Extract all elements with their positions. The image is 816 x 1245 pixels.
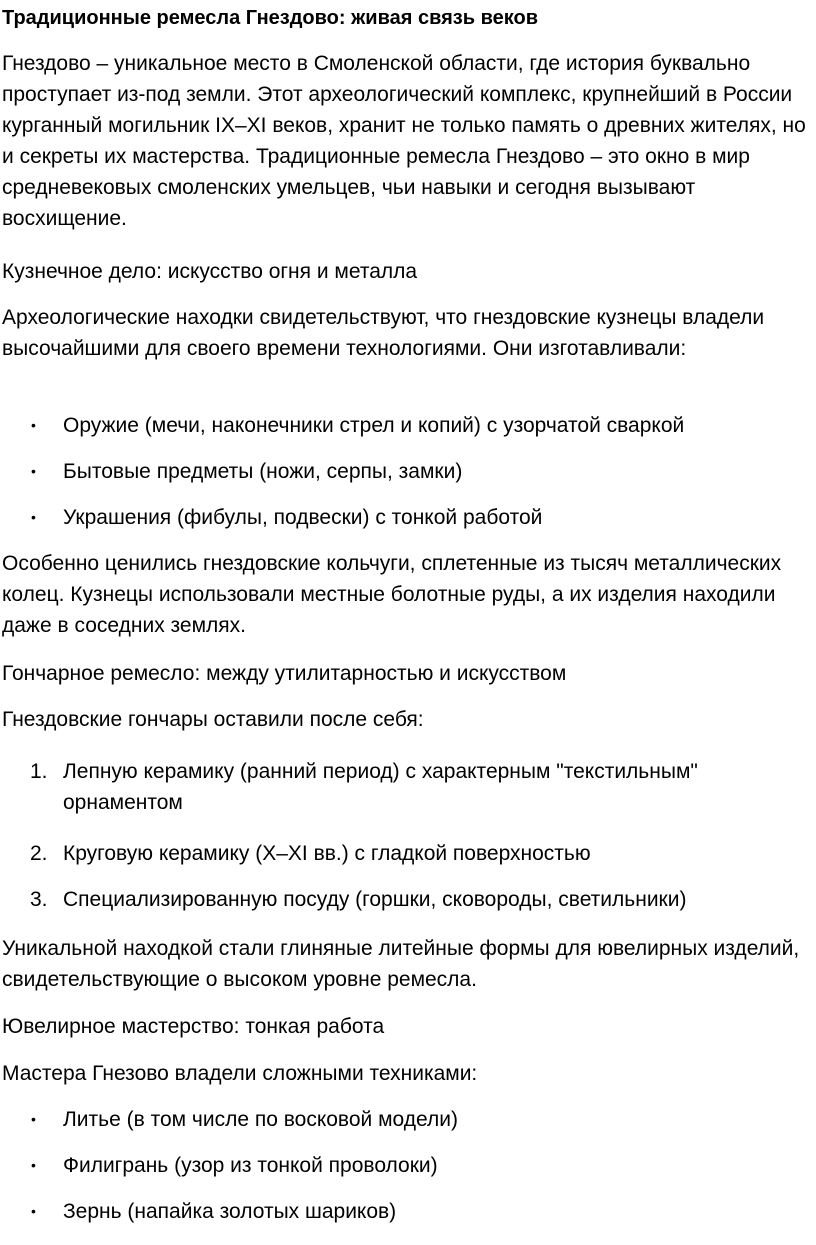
bullet-marker: •	[31, 1203, 36, 1219]
smithing-lead: Археологические находки свидетельствуют, что гнездовские кузнецы владели высочайшими для своего времени технологиями. Они изготавливали:	[2, 306, 765, 360]
number-marker: 2.	[30, 842, 48, 865]
smithing-outro: Особенно ценились гнездовские кольчуги, сплетенные из тысяч металлических колец. Кузнецы использовали местные болотные руды, а их изделия находили даже в соседних землях.	[2, 552, 782, 637]
number-marker: 1.	[30, 760, 48, 783]
list-item-text: Оружие (мечи, наконечники стрел и копий) с узорчатой сваркой	[63, 414, 685, 437]
intro-paragraph: Гнездово – уникальное место в Смоленской области, где история буквально проступает из-под земли. Этот археологический комплекс, крупнейший в России курганный могильник IX–XI веков, хранит не только память о древних жителях, но и секреты их мастерства. Традиционные ремесла Гнездово – это окно в мир средневековых смоленских умельцев, чьи навыки и сегодня вызывают восхищение.	[2, 52, 806, 230]
bullet-marker: •	[31, 417, 36, 433]
list-item-text: Лепную керамику (ранний период) с характерным "текстильным" орнаментом	[63, 760, 698, 814]
number-marker: 3.	[30, 888, 48, 911]
list-item-text: Бытовые предметы (ножи, серпы, замки)	[63, 460, 463, 483]
bullet-marker: •	[31, 463, 36, 479]
bullet-marker: •	[31, 509, 36, 525]
jewelry-heading: Ювелирное мастерство: тонкая работа	[2, 1015, 385, 1038]
list-item-text: Круговую керамику (X–XI вв.) с гладкой поверхностью	[63, 842, 591, 865]
pottery-lead: Гнездовские гончары оставили после себя:	[2, 708, 424, 731]
smithing-heading: Кузнечное дело: искусство огня и металла	[2, 260, 418, 283]
bullet-marker: •	[31, 1157, 36, 1173]
list-item-text: Специализированную посуду (горшки, сковороды, светильники)	[63, 888, 687, 911]
document-title: Традиционные ремесла Гнездово: живая связь веков	[2, 7, 538, 29]
jewelry-lead: Мастера Гнезово владели сложными техниками:	[2, 1062, 478, 1085]
list-item-text: Литье (в том числе по восковой модели)	[63, 1108, 458, 1131]
list-item-text: Украшения (фибулы, подвески) с тонкой работой	[63, 506, 543, 529]
pottery-heading: Гончарное ремесло: между утилитарностью и искусством	[2, 662, 567, 685]
pottery-outro: Уникальной находкой стали глиняные литейные формы для ювелирных изделий, свидетельствующие о высоком уровне ремесла.	[2, 937, 800, 991]
list-item-text: Филигрань (узор из тонкой проволоки)	[63, 1154, 438, 1177]
bullet-marker: •	[31, 1111, 36, 1127]
list-item-text: Зернь (напайка золотых шариков)	[63, 1200, 397, 1223]
